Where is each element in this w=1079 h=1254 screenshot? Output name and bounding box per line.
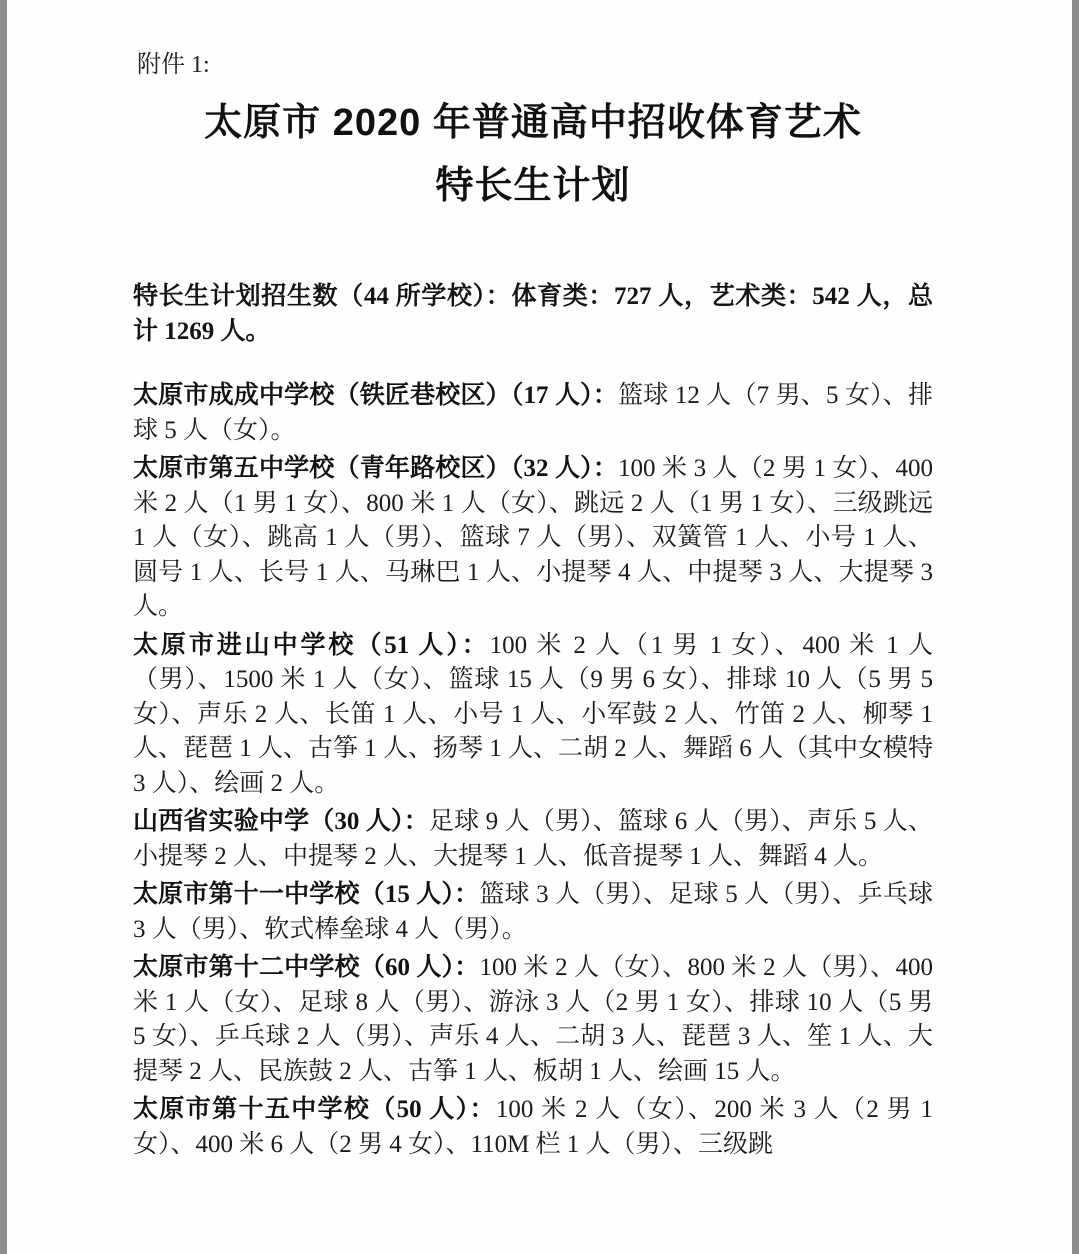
school-paragraph [133,805,933,874]
school-detail: 100 米 2 人（1 男 1 女）、400 米 1 人（男）、1500 米 1 人（女）、篮球 15 人（9 男 6 女）、排球 10 人（5 男 5 女）、声乐 2 人、长笛 1 人、小号 1 人、小军鼓 2 人、竹笛 2 人、柳琴 1 人、琵琶 1 人、古筝 1 人、扬琴 1 人、二胡 2 人、舞蹈 6 人（其中女模特 3 人）、绘画 2 人。 [133,631,934,797]
school-detail: 100 米 3 人（2 男 1 女）、400 米 2 人（1 男 1 女）、800 米 1 人（女）、跳远 2 人（1 男 1 女）、三级跳远 1 人（女）、跳高 1 人（男）、篮球 7 人（男）、双簧管 1 人、小号 1 人、圆号 1 人、长号 1 人、马琳巴 1 人、小提琴 4 人、中提琴 3 人、大提琴 3 人。 [133,455,933,620]
school-name: 太原市第十五中学校（50 人）： [133,1096,496,1123]
document-content [133,0,933,1162]
school-name: 太原市第十二中学校（60 人）： [133,954,480,981]
school-name: 太原市进山中学校（51 人）： [133,631,490,659]
school-detail: 100 米 2 人（女）、800 米 2 人（男）、400 米 1 人（女）、足球 8 人（男）、游泳 3 人（2 男 1 女）、排球 10 人（5 男 5 女）、乒乓球 2 人（男）、声乐 4 人、二胡 3 人、琵琶 3 人、笙 1 人、大提琴 2 人、民族鼓 2 人、古筝 1 人、板胡 1 人、绘画 15 人。 [133,954,933,1085]
document-title-line2: 特长生计划 [435,165,631,207]
document-title [133,92,933,218]
school-name: 山西省实验中学（30 人）： [133,808,429,835]
school-name: 太原市成成中学校（铁匠巷校区）（17 人）： [133,382,619,409]
school-name: 太原市第十一中学校（15 人）： [133,881,480,908]
scan-edge-left [0,0,7,1254]
attachment-label: 附件 1: [137,52,210,78]
school-detail: 100 米 2 人（女）、200 米 3 人（2 男 1 女）、400 米 6 人（2 男 4 女）、110M 栏 1 人（男）、三级跳 [133,1096,933,1158]
school-detail: 篮球 3 人（男）、足球 5 人（男）、乒乓球 3 人（男）、软式棒垒球 4 人（男）。 [133,881,933,943]
school-detail: 足球 9 人（男）、篮球 6 人（男）、声乐 5 人、小提琴 2 人、中提琴 2 人、大提琴 1 人、低音提琴 1 人、舞蹈 4 人。 [133,808,933,870]
school-paragraph [133,629,933,802]
school-paragraph [133,452,933,625]
scan-edge-right [1072,0,1079,1254]
school-paragraph [133,379,933,448]
school-paragraph [133,951,933,1089]
school-paragraph [133,1093,933,1162]
school-name: 太原市第五中学校（青年路校区）（32 人）： [133,455,619,482]
school-list [133,379,933,1162]
enrollment-summary: 特长生计划招生数（44 所学校）：体育类：727 人，艺术类：542 人，总计 1269 人。 [133,283,933,345]
document-title-line1: 太原市 2020 年普通高中招收体育艺术 [204,102,862,144]
school-detail: 篮球 12 人（7 男、5 女）、排球 5 人（女）。 [133,382,933,444]
school-paragraph [133,878,933,947]
